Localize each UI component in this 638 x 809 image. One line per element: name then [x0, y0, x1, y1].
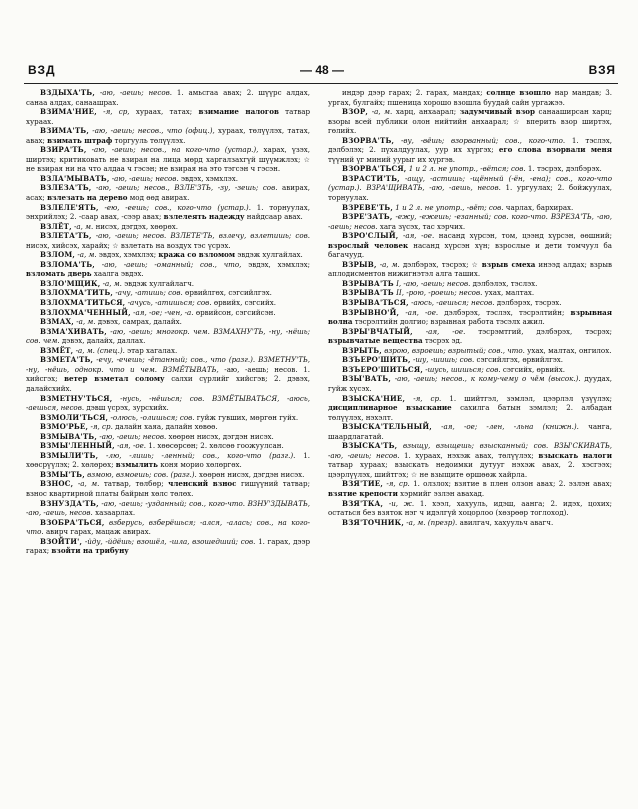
headword: ВЗЪЕРО'ШИТЬСЯ,	[342, 364, 423, 374]
headword: ВЗРЫТЬ,	[342, 345, 382, 355]
dictionary-entry	[328, 298, 612, 308]
headword: ВЗЛЕЛЕ'ЯТЬ,	[40, 202, 99, 212]
dictionary-entry	[26, 327, 310, 346]
grammar-note: взрою, взроешь; взрытый; сов., что.	[384, 345, 525, 355]
headword: ВЗМЫ'ТЬ,	[40, 469, 85, 479]
grammar-note: -ежу, -ежешь; -езанный; сов. кого-что. ВЗРЕЗА'ТЬ, -аю, -аешь; несов.	[328, 212, 612, 231]
definition: өрвийх, сэгсийх.	[213, 298, 276, 308]
definition: 1. тэслэх, дэлбэлэх; 2. пүхалдуулах, уур их хүргэх;	[328, 135, 612, 155]
grammar-note: -ву, -вёшь; взорванный; сов., кого-что.	[400, 135, 566, 145]
dictionary-entry	[328, 327, 612, 346]
right-column	[328, 88, 612, 794]
headword: ВЗМО'РЬЕ,	[40, 422, 89, 432]
headword: ВЗМЁТ,	[40, 345, 74, 355]
grammar-note: -ею, -еешь; сов., кого-что (устар.).	[104, 202, 251, 212]
grammar-note: -ая, -ое.	[425, 326, 466, 336]
dictionary-entry	[328, 88, 612, 107]
dictionary-entry	[26, 260, 310, 279]
definition: 1. тэсрэх, дэлбэрэх.	[527, 164, 602, 174]
example-phrase: кража со взломом	[158, 250, 236, 260]
headword: ВЗЯ'ТОЧНИК,	[342, 517, 405, 527]
definition: 1. хураах, нэхэж авах, төлүүлэх;	[404, 450, 534, 460]
example-translation: салхи сүрлийг хийсгэв; 2. дэвэх, далайсхийх.	[26, 374, 310, 393]
headword: ВЗРЫВА'ТЬ	[342, 278, 394, 288]
grammar-note: -ащу, -астишь; -щённый (-ён, -ена); сов., кого-что (устар.). ВЗРА'ЩИВАТЬ, -аю, -аешь, несов.	[328, 173, 612, 193]
dictionary-entry	[26, 355, 310, 393]
dictionary-entry	[26, 346, 310, 356]
dictionary-entry	[26, 107, 310, 126]
dictionary-entry	[328, 260, 612, 279]
definition: 1. торнуулах, энхрийлэх; 2. -саар авах, -сээр авах;	[26, 202, 310, 222]
grammar-note: -а, м.	[76, 317, 96, 327]
grammar-note: -аю, -аешь; несов.	[99, 431, 167, 441]
example-translation: тэсрэлтийн долгио; взрывная работа тэсэлх ажил.	[354, 317, 545, 327]
example-phrase: взрыв смеха	[481, 259, 536, 269]
headword: ВЗМЫ'ЛЕННЫЙ,	[40, 441, 115, 451]
definition: хөөрөн нисэх, дэгдэн нисэх.	[199, 469, 305, 479]
grammar-note: 1 и 2 л. не употр., -вётся; сов.	[408, 164, 526, 174]
definition: дуудах, гуйж хүсэх.	[328, 374, 612, 393]
headword: ВЗЛОХМА'ЧЕННЫЙ,	[40, 307, 131, 317]
header-rule	[24, 83, 618, 84]
headword: ВЗЛА'МЫВАТЬ,	[40, 173, 110, 183]
example-translation: эвдэж хулгайлах.	[237, 250, 303, 260]
dictionary-entry	[328, 136, 612, 165]
definition: сэгсийлгэх, өрвийлгэх.	[476, 355, 564, 365]
left-column	[26, 88, 310, 794]
dictionary-entry	[26, 222, 310, 232]
definition: хураах, төлүүлэх, татах, авах;	[26, 126, 310, 145]
headword: ВЗЯ'ТИЕ,	[342, 479, 383, 489]
example-phrase: взрослый человек	[328, 240, 409, 250]
headword: ВЗЛОХМА'ТИТЬ,	[40, 288, 114, 298]
definition: дэлбэрэх, тэсрэх.	[496, 298, 562, 308]
dictionary-entry	[26, 499, 310, 518]
example-translation: нар мандав; 3. ургах, булгайх; пшеница хорошо взошла буудай сайн ургажээ.	[328, 88, 612, 107]
grammar-note: -я, ср.	[386, 479, 410, 489]
definition: тэсрэмтгий, дэлбэрэх, тэсрэх;	[478, 326, 612, 336]
example-translation: хэрмийг эзлэн авахад.	[400, 488, 485, 498]
example-translation: найдсаар авах.	[246, 212, 303, 222]
example-translation: тэсрэх эд.	[424, 336, 463, 346]
headword: ВЗМЕТНУ'ТЬСЯ,	[40, 393, 113, 403]
dictionary-entry	[26, 537, 310, 556]
headword: ВЗЫСКА'ТЕЛЬНЫЙ,	[342, 422, 432, 432]
dictionary-entry	[26, 174, 310, 184]
definition: -аю, -аешь; несов. 1. хийсгэх;	[26, 364, 310, 384]
dictionary-entry	[328, 479, 612, 498]
definition: нисэх, дэгдэх, хөөрөх.	[95, 221, 178, 231]
definition: 1. хээл, хахууль, идэш, аанга; 2. идэх, цохих; остаться без взяток нэг ч идэлгүй хоцорлоо (хөзрөөр тоглоход).	[328, 498, 612, 518]
headword: ВЗОЙТИ',	[40, 536, 83, 546]
dictionary-entry	[26, 422, 310, 432]
headword: ВЗЫСКА'НИЕ,	[342, 393, 406, 403]
grammar-note: -аюсь, -аешься; несов.	[411, 298, 495, 308]
dictionary-entry	[26, 145, 310, 174]
dictionary-entry	[26, 183, 310, 202]
dictionary-entry	[26, 470, 310, 480]
definition: өрвийлгөх, сэгсийлгэх.	[185, 288, 272, 298]
dictionary-entry	[26, 441, 310, 451]
page-header	[28, 63, 616, 81]
grammar-note: -а, м.	[371, 107, 393, 117]
definition: далайн хаяа, далайн хөвөө.	[115, 422, 218, 432]
headword: ВЗРЫВ,	[342, 259, 377, 269]
headword: ВЗЛЁТ,	[40, 221, 72, 231]
definition: харц, анхаарал;	[395, 107, 457, 117]
dictionary-entry	[26, 250, 310, 260]
definition: 1. ургуулах; 2. бойжуулах, торнуулах.	[328, 183, 612, 203]
grammar-note: -аю, -аешь; -узданный; сов., кого-что. ВЗНУ'ЗДЫВАТЬ, -аю, -аешь, несов.	[26, 498, 310, 518]
grammar-note: -а, м. (спец.).	[75, 345, 125, 355]
definition: эвдэх, хэмхлэх;	[98, 250, 157, 260]
definition: эвдэх, хэмхлэх.	[180, 173, 239, 183]
definition: дэвш үсрэх, зурсхийх.	[86, 403, 169, 413]
example-translation: татвар хураах.	[26, 107, 310, 126]
definition: гуйж гувших, мөргөн гуйх.	[196, 412, 299, 422]
example-translation: коня морио хөлөргөх.	[160, 460, 242, 470]
grammar-note: -ая, -ое; -лен, -льна (книжн.).	[441, 422, 579, 432]
grammar-note: -аю, -аешь; несов.	[111, 173, 179, 183]
headword: ВЗЛО'МЩИК,	[40, 278, 101, 288]
grammar-note: I, -аю, -аешь; несов.	[396, 278, 471, 288]
headword: ВЗРЫВНО'Й,	[342, 307, 400, 317]
grammar-note: -а, м. (презр).	[406, 517, 458, 527]
dictionary-entry	[328, 231, 612, 260]
definition: хазаарлах.	[95, 508, 136, 518]
headword: ВЗЪЕРО'ШИТЬ,	[342, 355, 411, 365]
grammar-note: -я, ср,	[103, 107, 130, 117]
grammar-note: -ечу, -ечешь; -ётанный; сов., что (разг.). ВЗМЕТНУ'ТЬ, -ну, -нёшь, однокр. что и чем. ВЗМЁТЫВАТЬ,	[26, 355, 310, 374]
headword: ВЗМАХ,	[40, 317, 74, 327]
dictionary-entry	[26, 279, 310, 289]
dictionary-entry	[328, 499, 612, 518]
headword: ВЗМЫЛИ'ТЬ,	[40, 450, 99, 460]
dictionary-entry	[328, 422, 612, 441]
dictionary-entry	[328, 308, 612, 327]
dictionary-entry	[26, 288, 310, 298]
grammar-note: -шу, -шишь; сов.	[412, 355, 475, 365]
headword: ВЗРЕ'ЗАТЬ,	[342, 212, 393, 222]
example-phrase: задумчивый взор	[459, 107, 535, 117]
headword: ВЗИМА'НИЕ,	[40, 107, 97, 117]
headword: ВЗЛЕЗА'ТЬ,	[40, 183, 92, 193]
grammar-note: -аю, -аешь; -оманный; сов., что,	[101, 259, 242, 269]
definition: харах, үзэх, ширтэх; критиковать не взирая на лица мөрд харгалзахгүй шүүмжлэх; ☆ не взирая ни на что алдаа ч гэсэн; не взирая на это тэгсэн ч гэсэн.	[26, 145, 310, 174]
example-phrase: взрывная волна	[328, 307, 612, 327]
example-translation: сахилга батын зэмлэл; 2. албадан төлүүлэх, нэхэлт.	[328, 403, 612, 422]
example-phrase: взмылить	[115, 460, 158, 470]
definition: дэвэх, далайх, даллах.	[61, 336, 146, 346]
headword: ВЗЛЕТА'ТЬ,	[40, 231, 92, 241]
dictionary-entry	[328, 365, 612, 375]
headword: ВЗОРВА'ТЬ,	[342, 135, 395, 145]
dictionary-entry	[328, 441, 612, 479]
example-phrase: взломать дверь	[26, 269, 92, 279]
definition: 1. олзлох; взятие в плен олзон авах; 2. эзлэн авах;	[413, 479, 612, 489]
grammar-note: -аю, -аешь; многокр. чем. ВЗМАХНУ'ТЬ, -ну, -нёшь; сов. чем.	[26, 326, 310, 346]
headword: ВЗНУЗДА'ТЬ,	[40, 498, 99, 508]
dictionary-entry	[328, 174, 612, 203]
headword: ВЗРАСТИ'ТЬ,	[342, 173, 400, 183]
headword: ВЗОР,	[342, 107, 369, 117]
definition: дэлбэрэх, тэслэх, тэсрэлтийн;	[444, 307, 565, 317]
grammar-note: -ая, -ое.	[405, 307, 439, 317]
headword: ВЗОБРА'ТЬСЯ,	[40, 517, 105, 527]
dictionary-entry	[328, 288, 612, 298]
grammar-note: -аю, -аешь; несов. ВЗЛЕТЕ'ТЬ, взлечу, взлетишь; сов.	[95, 231, 310, 241]
example-phrase: взимать штраф	[47, 135, 113, 145]
grammar-note: -я, ср.	[90, 422, 113, 432]
grammar-note: -ая, -ое.	[402, 231, 435, 241]
definition: чанга, шаардлагатай.	[328, 422, 612, 441]
grammar-note: -ая, -ое.	[117, 441, 147, 451]
headword: ВЗИМА'ТЬ,	[40, 126, 90, 136]
definition: 1. амьсгаа авах; 2. шүүрс алдах, санаа алдах, санаашрах.	[26, 88, 310, 107]
headword: ВЗРЫВА'ТЬ	[342, 288, 394, 298]
definition: эвдэж хулгайлагч.	[124, 278, 195, 288]
definition: хага зүсэх, тас хэрчих.	[379, 221, 466, 231]
headword: ВЗМОЛИ'ТЬСЯ,	[40, 412, 109, 422]
definition: нисэх, хийсэх, харайх; ☆ взлетать на воздух тэс үсрэх.	[26, 240, 231, 250]
dictionary-entry	[26, 308, 310, 318]
grammar-note: -аю, -аешь; несов., ВЗЛЕ'ЗТЬ, -зу, -зешь; сов.	[96, 183, 278, 193]
grammar-note: -а, м.	[74, 221, 94, 231]
dictionary-entry	[26, 394, 310, 413]
grammar-note: 1 и 2 л. не употр., -вёт; сов.	[395, 202, 504, 212]
headword: ВЗНОС,	[40, 479, 74, 489]
dictionary-entry	[328, 374, 612, 393]
grammar-note: взберусь, взберёшься; -ался, -алась; сов., на кого-что.	[26, 517, 310, 537]
example-translation: санааширсан харц; взоры всей публики олон нийтийн анхаарал; ☆ вперить взор ширтэх, гөлийх.	[328, 107, 612, 136]
grammar-note: -ачусь, -атишься; сов.	[127, 298, 212, 308]
headword: ВЗДЫХА'ТЬ,	[40, 88, 95, 97]
grammar-note: -аю, -аешь; несов.	[99, 88, 172, 97]
grammar-note: взмою, взмоешь; сов. (разг.).	[87, 469, 197, 479]
example-phrase: дисциплинарное взыскание	[328, 403, 452, 413]
grammar-note: -аю, -аешь; несов., к кому-чему о чём (высок.).	[394, 374, 581, 384]
definition: насанд хүрсэн, том, цээнд хүрсэн, өөшний;	[438, 231, 612, 241]
headword: ВЗЯ'ТКА,	[342, 498, 384, 508]
definition: татвар, төлбөр;	[103, 479, 164, 489]
example-phrase: взимание налогов	[198, 107, 279, 117]
example-translation: торгууль төлүүлэх.	[114, 135, 186, 145]
grammar-note: взыщу, взыщешь; взысканный; сов. ВЗЫ'СКИВАТЬ, -аю, -аешь; несов.	[328, 441, 612, 460]
headword: ВЗОРВА'ТЬСЯ,	[342, 164, 407, 174]
headword: ВЗМА'ХИВАТЬ,	[40, 326, 107, 336]
dictionary-entry	[26, 479, 310, 498]
example-translation: насанд хүрсэн хүн; взрослые и дети томчуул ба багачууд.	[328, 240, 612, 260]
headword: ВЗМЕТА'ТЬ,	[40, 355, 94, 365]
example-phrase: взыскать налоги	[538, 450, 612, 460]
definition: дэвэх, самрах, далайх.	[97, 317, 182, 327]
dictionary-entry	[26, 126, 310, 145]
dictionary-entry	[26, 451, 310, 470]
definition: ухах, малтах.	[484, 288, 535, 298]
definition: 1. хөөсөрсөн; 2. хөлсөө гоожуулсан.	[148, 441, 284, 451]
headword: ВЗЛОМ,	[40, 250, 76, 260]
definition: 1. шийтгэл, зэмлэл, цээрлэл үзүүлэх;	[449, 393, 612, 403]
grammar-note: -ая, -ое; -чен, -а.	[133, 307, 194, 317]
headword: ВЗРЕВЕ'ТЬ,	[342, 202, 394, 212]
dictionary-entry	[26, 231, 310, 250]
example-translation: гишүүний татвар; взнос квартирной платы байрын хөлс төлөх.	[26, 479, 310, 498]
definition: өрвийсон, сэгсийсэн.	[195, 307, 276, 317]
dictionary-entry	[328, 107, 612, 136]
grammar-note: -а, м.	[77, 479, 100, 489]
grammar-note: -лю, -лишь; -ленный; сов., кого-что (разг.).	[106, 450, 296, 460]
grammar-note: -аю, -аешь; несов., что (офиц.),	[92, 126, 215, 136]
definition: авилгач, хахуульч авагч.	[459, 517, 554, 527]
grammar-note: -а, м.	[379, 259, 400, 269]
definition: хөөрөн нисэх, дэгдэн нисэх.	[168, 431, 274, 441]
dictionary-entry	[328, 394, 612, 423]
dictionary-entry	[328, 355, 612, 365]
headword: ВЗМЫВА'ТЬ,	[40, 431, 98, 441]
dictionary-entry	[328, 279, 612, 289]
dictionary-entry	[26, 518, 310, 537]
dictionary-entry	[26, 203, 310, 222]
definition: дэлбэлэх, тэслэх.	[472, 278, 538, 288]
grammar-note: -аю, -аешь; несов., на кого-что (устар.),	[91, 145, 259, 155]
grammar-note: -олюсь, -олишься; сов.	[110, 412, 195, 422]
dictionary-entry	[26, 298, 310, 308]
dictionary-entry	[328, 164, 612, 174]
example-phrase: его слова взорвали меня	[498, 145, 612, 155]
right-guide-word: ВЗЯ	[588, 63, 616, 77]
headword: ВЗЫ'ВАТЬ,	[342, 374, 391, 384]
dictionary-entry	[328, 212, 612, 231]
dictionary-entry	[26, 413, 310, 423]
example-translation: инээд алдах; взрыв аплодисментов нижигнэтэл алга таших.	[328, 259, 612, 279]
headword: ВЗРЫ'ВЧАТЫЙ,	[342, 326, 413, 336]
definition: хураах, татах;	[135, 107, 193, 117]
definition: сэгсийх, өрвийх.	[502, 364, 566, 374]
grammar-note: -и, ж.	[388, 498, 415, 508]
headword: ВЗЛОХМА'ТИТЬСЯ,	[40, 298, 126, 308]
dictionary-entry	[26, 432, 310, 442]
definition: авирч гарах, мацаж авирах.	[45, 527, 151, 537]
page-number: — 48 —	[299, 63, 344, 77]
example-phrase: солнце взошло	[486, 88, 551, 97]
dictionary-entry	[328, 203, 612, 213]
example-phrase: ветер взметал солому	[64, 374, 165, 384]
example-translation: мод өөд авирах.	[129, 193, 190, 203]
dictionary-entry	[328, 518, 612, 528]
definition: индэр дээр гарах; 2. гарах, мандах;	[342, 88, 483, 97]
example-phrase: взлелеять надежду	[163, 212, 245, 222]
grammar-note: -нусь, -нёшься; сов. ВЗМЁТЫВАТЬСЯ, -аюсь, -аешься, несов.	[26, 393, 310, 413]
definition: ухах, малтах, онгилох.	[527, 345, 612, 355]
grammar-note: -а, м.	[102, 278, 122, 288]
grammar-note: -шусь, шишься; сов.	[425, 364, 501, 374]
definition: авирах, асах;	[26, 183, 310, 203]
example-phrase: членский взнос	[168, 479, 237, 489]
example-phrase: взрывчатые вещества	[328, 336, 423, 346]
example-translation: татвар хураах; взыскать недоимки дутууг нэхэж авах, 2. хэсгээх; цээрлүүлэх, шийтгэх; ☆ не взыщите өршөөж хайрла.	[328, 460, 612, 479]
headword: ВЗРЫВА'ТЬСЯ,	[342, 298, 409, 308]
example-translation: хаалга эвдэх.	[93, 269, 144, 279]
definition: 1. гарах, дээр гарах;	[26, 536, 310, 556]
grammar-note: II, -рою, -роешь; несов.	[396, 288, 483, 298]
dictionary-entry	[26, 88, 310, 107]
headword: ВЗЫСКА'ТЬ,	[342, 441, 398, 451]
dictionary-entry	[328, 346, 612, 356]
grammar-note: -я, ср.	[413, 393, 442, 403]
headword: ВЗРО'СЛЫЙ,	[342, 231, 399, 241]
headword: ВЗЛОМА'ТЬ,	[40, 259, 95, 269]
definition: 1. хөөсрүүлэх; 2. хөлөрөх;	[26, 450, 310, 470]
definition: дэлбэрэх, тэсрэх; ☆	[402, 259, 479, 269]
grammar-note: -йду, -йдёшь; взошёл, -шла, взошедший; сов.	[84, 536, 256, 546]
example-phrase: взлезать на дерево	[47, 193, 128, 203]
definition: чарлах, бархирах.	[505, 202, 574, 212]
definition: эвдэх, хэмхлэх;	[248, 259, 310, 269]
example-phrase: взятие крепости	[328, 488, 398, 498]
example-phrase: взойти на трибуну	[51, 546, 129, 556]
definition: этар хагалах.	[127, 345, 178, 355]
headword: ВЗИРА'ТЬ,	[40, 145, 87, 155]
dictionary-entry	[26, 317, 310, 327]
grammar-note: -а, м.	[77, 250, 97, 260]
left-guide-word: ВЗД	[28, 63, 56, 77]
grammar-note: -ачу, -атишь; сов.	[115, 288, 183, 298]
example-translation: түүний үг миний уурыг их хүргэв.	[328, 154, 456, 164]
